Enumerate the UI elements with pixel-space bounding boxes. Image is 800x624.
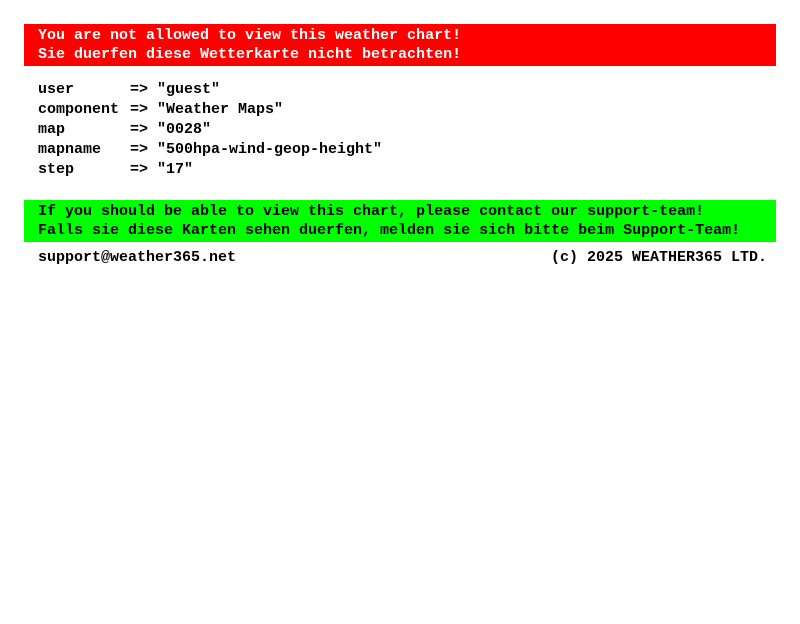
detail-value: "guest" xyxy=(157,81,221,98)
detail-value: "0028" xyxy=(157,121,212,138)
support-email: support@weather365.net xyxy=(38,249,237,266)
footer xyxy=(24,250,776,266)
support-line-de: Falls sie diese Karten sehen duerfen, melden sie sich bitte beim Support-Team! xyxy=(38,222,741,239)
arrow-glyph: => xyxy=(130,141,149,158)
detail-row-mapname xyxy=(38,140,776,160)
detail-key: component xyxy=(38,101,120,118)
support-banner xyxy=(24,200,776,242)
detail-row-user xyxy=(38,80,776,100)
detail-value: "17" xyxy=(157,161,194,178)
request-details-list xyxy=(38,80,776,180)
detail-key: user xyxy=(38,81,75,98)
detail-row-component xyxy=(38,100,776,120)
page-content xyxy=(24,24,776,266)
detail-row-step xyxy=(38,160,776,180)
detail-row-map xyxy=(38,120,776,140)
detail-value: "Weather Maps" xyxy=(157,101,284,118)
detail-key: step xyxy=(38,161,75,178)
error-banner xyxy=(24,24,776,66)
copyright-text: (c) 2025 WEATHER365 LTD. xyxy=(550,249,767,266)
detail-value: "500hpa-wind-geop-height" xyxy=(157,141,383,158)
arrow-glyph: => xyxy=(130,121,149,138)
error-line-de: Sie duerfen diese Wetterkarte nicht betrachten! xyxy=(38,46,462,63)
arrow-glyph: => xyxy=(130,101,149,118)
detail-key: map xyxy=(38,121,66,138)
error-line-en: You are not allowed to view this weather chart! xyxy=(38,27,462,44)
arrow-glyph: => xyxy=(130,161,149,178)
arrow-glyph: => xyxy=(130,81,149,98)
detail-key: mapname xyxy=(38,141,102,158)
support-line-en: If you should be able to view this chart, please contact our support-team! xyxy=(38,203,705,220)
